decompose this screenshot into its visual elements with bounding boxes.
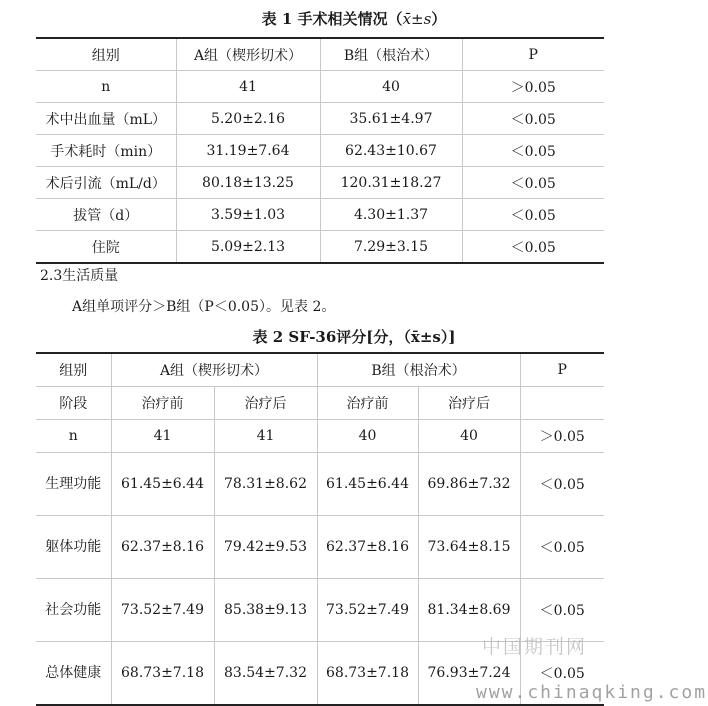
table2-cell: 73.52±7.49 <box>317 579 418 642</box>
table1-cell: 35.61±4.97 <box>320 103 462 135</box>
table1-header-cell: A组（楔形切术） <box>176 38 320 71</box>
table2-cell: 79.42±9.53 <box>214 516 317 579</box>
table2-cell: 78.31±8.62 <box>214 453 317 516</box>
table2-caption: 表 2 SF-36评分[分，（x̄±s）] <box>252 328 456 346</box>
table2-cell: 76.93±7.24 <box>418 642 520 706</box>
table1-cell: 术后引流（mL/d） <box>36 167 176 199</box>
table2-cell: n <box>36 420 111 453</box>
table2-cell: 61.45±6.44 <box>111 453 214 516</box>
watermark-url: www.chinaqking.com <box>476 682 708 703</box>
table1-cell: ＜0.05 <box>462 167 604 199</box>
table2-cell: ＜0.05 <box>520 642 604 706</box>
table1-cell: 120.31±18.27 <box>320 167 462 199</box>
table1-cell: ＜0.05 <box>462 135 604 167</box>
table2-cell: 83.54±7.32 <box>214 642 317 706</box>
table2-cell: 68.73±7.18 <box>317 642 418 706</box>
table2-header-cell: P <box>520 353 604 387</box>
table2-cell: 62.37±8.16 <box>317 516 418 579</box>
table1-cell: ＞0.05 <box>462 71 604 103</box>
table2-cell: 40 <box>317 420 418 453</box>
table2-header-cell: 阶段 <box>36 387 111 420</box>
table1-caption-title: 表 1 手术相关情况（ <box>261 10 403 28</box>
table2-cell: 85.38±9.13 <box>214 579 317 642</box>
table1-caption <box>0 8 708 29</box>
table1-header-cell: B组（根治术） <box>320 38 462 71</box>
table2-cell: 62.37±8.16 <box>111 516 214 579</box>
table2-cell: 68.73±7.18 <box>111 642 214 706</box>
table1-header-cell: 组别 <box>36 38 176 71</box>
table2-cell: 69.86±7.32 <box>418 453 520 516</box>
table2-cell: 40 <box>418 420 520 453</box>
table2-cell: 73.52±7.49 <box>111 579 214 642</box>
table2-header-cell: A组（楔形切术） <box>111 353 317 387</box>
table1-cell: 7.29±3.15 <box>320 231 462 264</box>
table2-cell: 61.45±6.44 <box>317 453 418 516</box>
table2-header-cell: 治疗前 <box>317 387 418 420</box>
table2-row <box>36 453 604 516</box>
table2-header-cell <box>520 387 604 420</box>
section-heading: 2.3生活质量 <box>40 268 119 284</box>
table1-cell: 术中出血量（mL） <box>36 103 176 135</box>
table2-cell: ＜0.05 <box>520 516 604 579</box>
table1-cell: 5.09±2.13 <box>176 231 320 264</box>
table1-cell: 4.30±1.37 <box>320 199 462 231</box>
table1-cell: 31.19±7.64 <box>176 135 320 167</box>
section-paragraph: A组单项评分＞B组（P＜0.05）。见表 2。 <box>72 299 336 315</box>
table2-header-cell: 治疗后 <box>418 387 520 420</box>
table2-header-cell: B组（根治术） <box>317 353 520 387</box>
table2-stage-header-row <box>36 387 604 420</box>
table1-row <box>36 231 604 264</box>
table1-header-row <box>36 38 604 71</box>
table2-cell: 躯体功能 <box>36 516 111 579</box>
table1-row <box>36 135 604 167</box>
table2-cell: ＜0.05 <box>520 453 604 516</box>
watermark-text: 中国期刊网 <box>482 636 588 658</box>
table2-cell: 41 <box>214 420 317 453</box>
table1-cell: 80.18±13.25 <box>176 167 320 199</box>
table1-cell: 5.20±2.16 <box>176 103 320 135</box>
table1 <box>36 37 604 264</box>
table2-group-header-row <box>36 353 604 387</box>
table2-cell: 总体健康 <box>36 642 111 706</box>
table2-header-cell: 组别 <box>36 353 111 387</box>
table2-cell: 41 <box>111 420 214 453</box>
table2-cell: 社会功能 <box>36 579 111 642</box>
table1-cell: 手术耗时（min） <box>36 135 176 167</box>
table1-caption-end: ） <box>431 10 447 28</box>
table1-cell: 住院 <box>36 231 176 264</box>
table2-row <box>36 420 604 453</box>
table2-cell: ＞0.05 <box>520 420 604 453</box>
table1-cell: 3.59±1.03 <box>176 199 320 231</box>
table1-row <box>36 199 604 231</box>
table1-header-cell: P <box>462 38 604 71</box>
table2-cell: 73.64±8.15 <box>418 516 520 579</box>
table2-header-cell: 治疗后 <box>214 387 317 420</box>
table1-row <box>36 167 604 199</box>
table2-cell: 81.34±8.69 <box>418 579 520 642</box>
table1-cell: ＜0.05 <box>462 103 604 135</box>
table2-cell: 生理功能 <box>36 453 111 516</box>
table1-row <box>36 71 604 103</box>
table1-row <box>36 103 604 135</box>
table1-cell: 40 <box>320 71 462 103</box>
table1-cell: ＜0.05 <box>462 199 604 231</box>
table1-caption-stat: x̄±s <box>402 10 432 28</box>
table2-cell: ＜0.05 <box>520 579 604 642</box>
table1-cell: 41 <box>176 71 320 103</box>
table1-cell: 拔管（d） <box>36 199 176 231</box>
table1-cell: n <box>36 71 176 103</box>
table1-cell: ＜0.05 <box>462 231 604 264</box>
table2-header-cell: 治疗前 <box>111 387 214 420</box>
table1-cell: 62.43±10.67 <box>320 135 462 167</box>
table2-row <box>36 516 604 579</box>
